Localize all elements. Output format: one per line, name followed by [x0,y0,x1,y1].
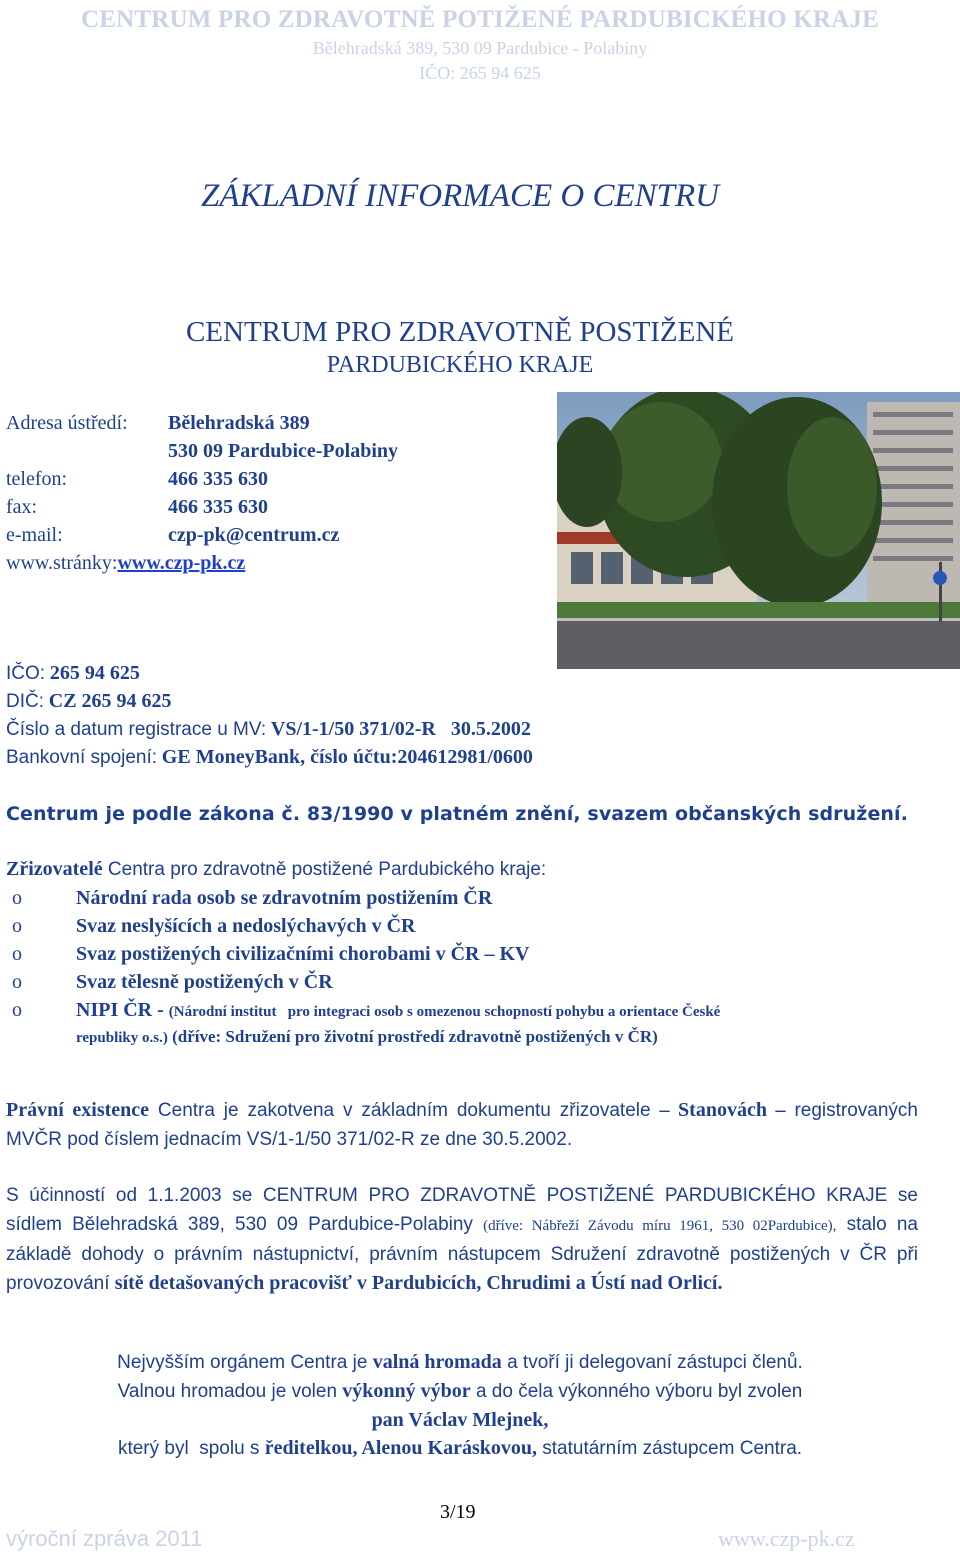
gov-bold: ředitelkou, Alenou Karáskovou, [264,1437,537,1459]
dic-label: DIČ: [6,691,44,712]
header-ico: IČO: 265 94 625 [419,63,541,83]
bullet-icon: o [12,943,22,965]
bullet-icon: o [12,971,22,993]
list-item [6,884,926,912]
founder-name: Svaz postižených civilizačními chorobami v ČR – KV [76,943,530,965]
address-row-2 [168,440,398,463]
footer-report-title: výroční zpráva 2011 [6,1526,203,1551]
nipi-name: NIPI ČR - [76,999,169,1021]
bullet-icon: o [12,999,22,1021]
effective-paragraph [6,1181,918,1298]
list-item-nipi [6,996,926,1049]
registration-value: VS/1-1/50 371/02-R 30.5.2002 [270,718,531,740]
nipi-full-name-end: republiky o.s.) [76,1030,168,1046]
legal-existence [6,1096,918,1154]
address-line1: Bělehradská 389 [168,412,310,434]
gov-bold: pan Václav Mlejnek, [371,1409,549,1431]
address-row [6,412,310,435]
page-number: 3/19 [440,1501,476,1523]
nipi-continued [76,1026,926,1049]
effective-text2: stalo na základě dohody o právním nástupnictví, právním nástupcem Sdružení zdravotně postižených v ČR při provozování [6,1214,918,1294]
gov-text: Nejvyšším orgánem Centra je [117,1352,373,1373]
governance-line-2 [0,1377,920,1406]
bank-label: Bankovní spojení: [6,747,158,768]
fax-value: 466 335 630 [168,496,268,518]
ico-row [6,662,140,685]
law-statement: Centrum je podle zákona č. 83/1990 v platném znění, svazem občanských sdružení. [6,803,908,825]
registration-label: Číslo a datum registrace u MV: [6,719,267,740]
governance-line-3 [0,1406,920,1434]
ico-value: 265 94 625 [49,662,140,684]
list-item [6,912,926,940]
founders-intro [6,858,546,881]
dic-row [6,690,172,713]
email-row [6,524,339,547]
founder-name: Svaz neslyšících a nedoslýchavých v ČR [76,915,416,937]
governance-line-4 [0,1434,920,1463]
phone-value: 466 335 630 [168,468,268,490]
gov-text: Valnou hromadou je volen [117,1381,343,1402]
web-link[interactable]: www.czp-pk.cz [117,552,246,574]
gov-text: který byl spolu s [117,1438,265,1459]
org-name: CENTRUM PRO ZDRAVOTNĚ POSTIŽENÉ [185,316,735,348]
effective-bold: sítě detašovaných pracovišť v Pardubicích, Chrudimi a Ústí nad Orlicí. [114,1272,723,1294]
web-row [6,552,245,575]
gov-text: statutárním zástupcem Centra. [536,1438,803,1459]
nipi-former-name: (dříve: Sdružení pro životní prostředí zdravotně postižených v ČR) [167,1027,658,1046]
gov-text: a do čela výkonného výboru byl zvolen [470,1381,803,1402]
page-title: ZÁKLADNÍ INFORMACE O CENTRU [201,178,719,214]
list-item [6,968,926,996]
governance-line-1 [0,1348,920,1377]
fax-label: fax: [6,496,38,518]
dic-value: CZ 265 94 625 [48,690,172,712]
effective-former-address: (dříve: Nábřeží Závodu míru 1961, 530 02Pardubice), [483,1218,837,1234]
nipi-full-name: (Národní institut pro integraci osob s omezenou schopností pohybu a orientace České [168,1004,721,1020]
phone-row [6,468,268,491]
founder-name: Národní rada osob se zdravotním postižením ČR [76,887,493,909]
governance-block [0,1348,920,1463]
founders-list [6,884,926,1049]
ico-label: IČO: [6,663,46,684]
effective-text1: S účinností od 1.1.2003 se CENTRUM PRO ZDRAVOTNĚ POSTIŽENÉ PARDUBICKÉHO KRAJE se sídlem Bělehradská 389, 530 09 Pardubice-Polabiny [6,1185,918,1235]
building-photo [557,392,960,669]
legal-bold: Právní existence [6,1099,150,1121]
founders-intro-bold: Zřizovatelé [6,858,103,880]
email-value: czp-pk@centrum.cz [168,524,340,546]
gov-text: a tvoří ji delegovaní zástupci členů. [501,1352,803,1373]
bank-value: GE MoneyBank, číslo účtu:204612981/0600 [161,746,533,768]
header-address: Bělehradská 389, 530 09 Pardubice - Polabiny [312,38,648,58]
legal-text1: Centra je zakotvena v základním dokumentu zřizovatele [149,1100,660,1121]
address-line2: 530 09 Pardubice-Polabiny [168,440,399,462]
gov-bold: valná hromada [372,1351,502,1373]
legal-text2: registrovaných MVČR pod číslem jednacím VS/1-1/50 371/02-R ze dne 30.5.2002. [6,1100,919,1150]
legal-bold2: – Stanovách – [659,1099,786,1121]
fax-row [6,496,268,519]
org-region: PARDUBICKÉHO KRAJE [326,352,594,378]
gov-bold: výkonný výbor [342,1380,471,1402]
bullet-icon: o [12,915,22,937]
bullet-icon: o [12,887,22,909]
bank-row [6,746,533,769]
email-label: e-mail: [6,524,63,546]
footer-website: www.czp-pk.cz [718,1526,855,1551]
header-title: CENTRUM PRO ZDRAVOTNĚ POTIŽENÉ PARDUBICKÉHO KRAJE [80,6,880,33]
address-label: Adresa ústředí: [6,412,128,434]
registration-row [6,718,531,741]
founders-intro-text: Centra pro zdravotně postižené Pardubického kraje: [102,859,547,880]
list-item [6,940,926,968]
founder-name: Svaz tělesně postižených v ČR [76,971,333,993]
web-label: www.stránky: [6,552,118,574]
phone-label: telefon: [6,468,68,490]
